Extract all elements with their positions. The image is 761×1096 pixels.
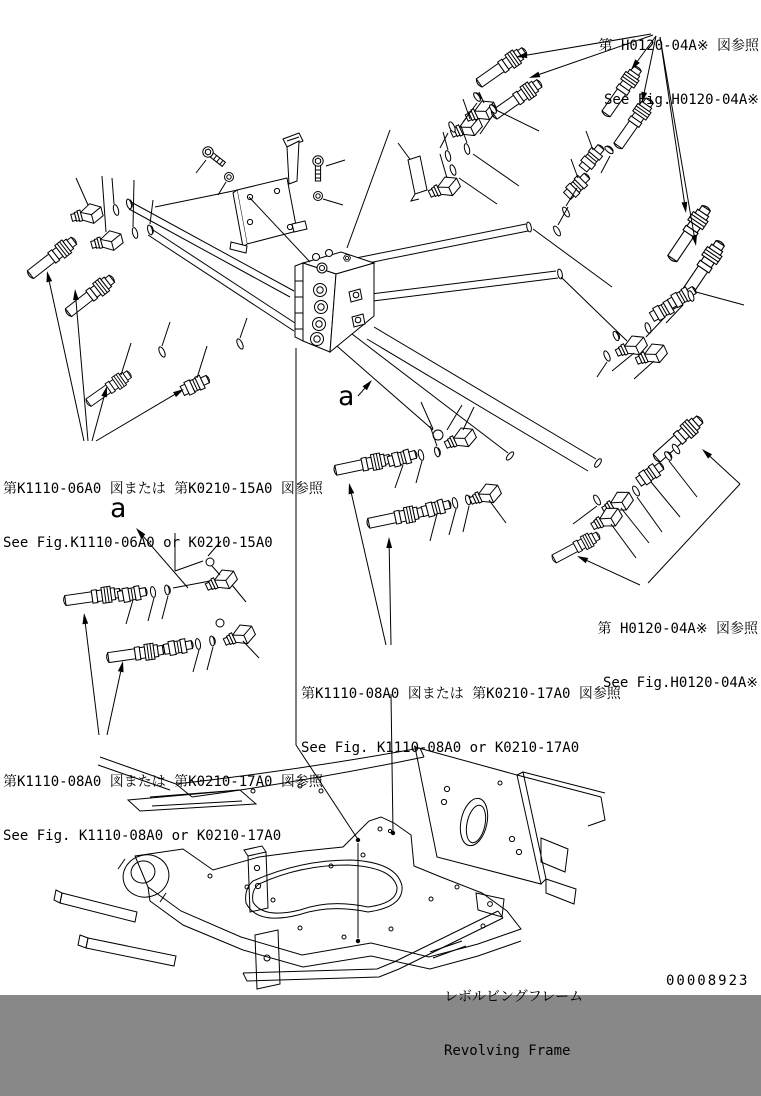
ref-label-en: See Fig.H0120-04A※ [602,675,758,691]
drawing-number: 00008923 [666,973,750,989]
ringw-fitting [225,173,234,182]
nipple-fitting [332,451,392,479]
ref-label-middle [301,649,621,793]
bolt-fitting [313,156,323,181]
flange-fitting [604,144,615,155]
part-name-label [444,952,583,1096]
ref-label-jp: 第K1110-08A0 図または 第K0210-17A0 図参照 [3,774,323,790]
elbow-fitting [221,621,258,652]
oring-fitting [448,121,457,133]
view-marker-a1: a [338,381,355,412]
oring-fitting [552,225,562,237]
ref-label-en: See Fig.K1110-06A0 or K0210-15A0 [3,535,273,551]
oring-fitting [631,485,641,497]
nipple-fitting [365,504,425,532]
ref-label-en: See Fig. K1110-08A0 or K0210-17A0 [301,740,580,756]
view-marker-a2: a [110,493,127,524]
oring-fitting [195,638,202,650]
flange-fitting [126,198,134,209]
oring-fitting [131,227,138,239]
hexcap-fitting [343,255,350,261]
straight-fitting [562,170,593,201]
oring-fitting [112,204,119,216]
part-name-en: Revolving Frame [444,1043,571,1059]
ref-label-jp: 第K1110-08A0 図または 第K0210-17A0 図参照 [301,686,621,702]
ref-label-jp: 第 H0120-04A※ 図参照 [598,38,759,54]
nipple-fitting [549,529,602,566]
oring-fitting [158,346,167,358]
nipple-fitting [63,585,123,609]
ref-label-en: See Fig. K1110-08A0 or K0210-17A0 [3,828,282,844]
ref-label-top-right [583,1,759,145]
flange-fitting [612,330,621,341]
straight-fitting [179,372,211,397]
nipple-fitting [473,44,530,91]
oring-fitting [449,164,457,176]
valve-block-and-bracket [230,133,374,352]
hydraulic-tube-lines [129,202,603,471]
oring-fitting [417,449,424,461]
bolt-fitting [201,145,227,169]
flange-fitting [147,224,155,235]
straight-fitting [635,460,667,488]
straight-fitting [163,637,194,656]
ref-label-jp: 第 H0120-04A※ 図参照 [597,621,758,637]
flange-fitting [209,636,216,647]
oring-fitting [603,350,612,362]
elbow-fitting [467,480,504,511]
part-name-jp: レボルビングフレーム [444,989,584,1005]
ref-label-bottom-left [3,737,323,881]
elbow-fitting [426,173,463,204]
nipple-fitting [106,642,166,666]
nipple-fitting [650,412,707,465]
flange-fitting [434,446,442,457]
nipple-fitting [24,234,80,282]
oring-fitting [463,143,470,155]
nipple-fitting [83,368,134,410]
oring-fitting [444,150,451,162]
elbow-fitting [69,201,104,228]
ref-label-left [3,444,323,588]
ringw-fitting [314,192,323,201]
ref-label-right [590,584,758,728]
nipple-fitting [62,272,118,320]
oring-fitting [236,338,245,350]
elbow-fitting [89,228,124,255]
ref-label-en: See Fig.H0120-04A※ [603,92,759,108]
oring-fitting [451,497,458,509]
oring-fitting [592,494,602,506]
nipple-fitting [488,76,545,123]
ref-label-jp: 第K1110-06A0 図または 第K0210-15A0 図参照 [3,481,323,497]
straight-fitting [578,142,608,173]
